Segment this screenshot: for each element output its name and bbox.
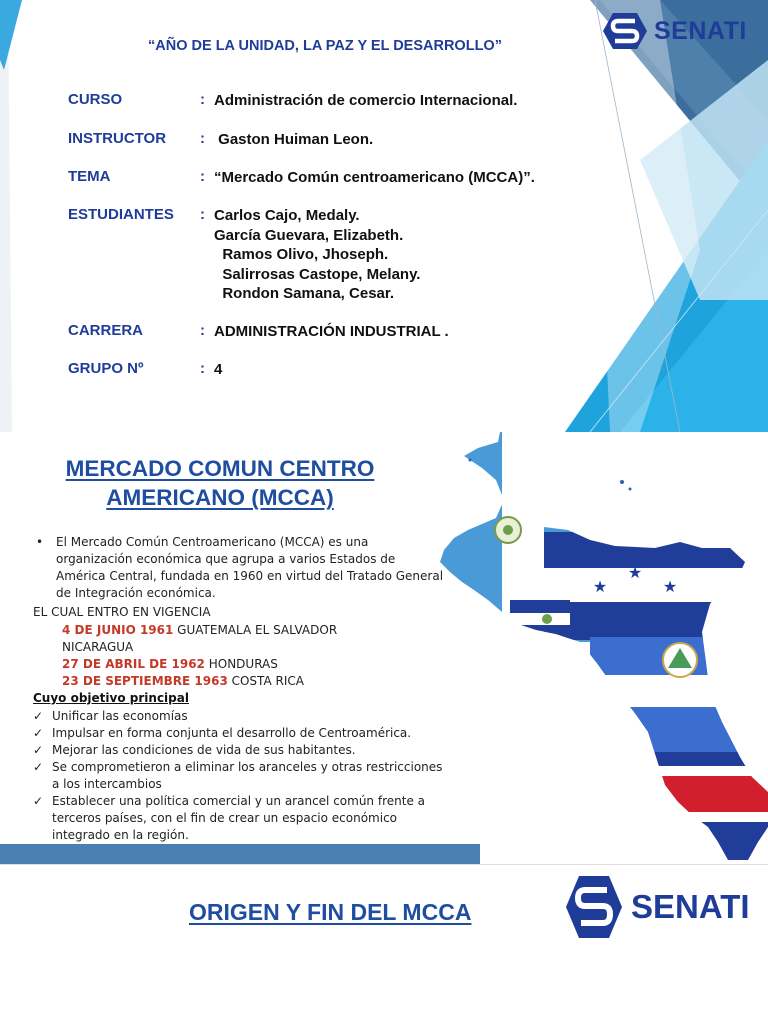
senati-logo-text: SENATI [654,16,747,45]
date-item [62,622,392,656]
checkmark-icon: ✓ [33,760,44,774]
origen-slide [0,864,768,1024]
svg-text:★: ★ [627,565,643,582]
field-label: ESTUDIANTES [68,206,174,223]
svg-text:★: ★ [592,579,608,596]
checkmark-icon: ✓ [33,743,44,757]
field-curso [68,91,517,111]
list-item [33,725,453,742]
objective-text: Se comprometieron a eliminar los aranceles y otras restricciones a los intercambios [52,760,443,791]
field-value: ADMINISTRACIÓN INDUSTRIAL . [214,323,449,340]
svg-text:★: ★ [662,579,678,596]
senati-logo [602,12,747,50]
field-colon: : [200,168,205,185]
field-label: TEMA [68,168,111,185]
field-label: CURSO [68,91,123,108]
bullet-icon: • [36,535,44,549]
senati-logo-text: SENATI [631,888,750,925]
field-estudiantes [68,206,420,304]
date-countries: COSTA RICA [227,674,304,688]
field-colon: : [200,360,205,377]
date-label: 23 DE SEPTIEMBRE 1963 [62,674,228,688]
svg-text:★: ★ [662,550,678,567]
objective-heading: Cuyo objetivo principal [33,691,189,705]
objective-text: Impulsar en forma conjunta el desarrollo de Centroamérica. [52,726,412,740]
paragraph-text: El Mercado Común Centroamericano (MCCA) es una organización económica que agrupa a varios Estados de América Central, fundada en 1960 en virtud del Tratado General de Integración económica. [56,535,444,600]
field-label: INSTRUCTOR [68,130,167,147]
date-item [62,673,304,690]
slide-title: MERCADO COMUN CENTRO AMERICANO (MCCA) [65,456,375,510]
mcca-overview-slide [0,432,768,864]
senati-emblem-icon [565,874,623,940]
field-value: Administración de comercio Internacional. [214,92,518,109]
date-countries: HONDURAS [204,657,278,671]
footer-bar [0,844,480,864]
senati-emblem-icon [602,12,648,50]
list-item [33,759,453,793]
objective-list [33,708,453,844]
central-america-flag-map [440,432,768,864]
field-value: 4 [214,361,223,378]
svg-text:★: ★ [592,550,608,567]
field-colon: : [200,91,205,108]
national-motto: “AÑO DE LA UNIDAD, LA PAZ Y EL DESARROLLO” [148,38,502,54]
field-value: Gaston Huiman Leon. [214,131,374,148]
field-value: Carlos Cajo, Medaly. García Guevara, Elizabeth. Ramos Olivo, Jhoseph. Salirrosas Castope, Melany. Rondon Samana, Cesar. [214,207,421,302]
slide-title: ORIGEN Y FIN DEL MCCA [189,899,472,925]
field-label: GRUPO Nº [68,360,144,377]
checkmark-icon: ✓ [33,726,44,740]
vigencia-heading: EL CUAL ENTRO EN VIGENCIA [33,605,211,619]
field-value: “Mercado Común centroamericano (MCCA)”. [214,169,535,186]
list-item [33,742,453,759]
date-label: 27 DE ABRIL DE 1962 [62,657,205,671]
objective-text: Unificar las economías [52,709,188,723]
slide-divider [0,864,768,865]
list-item [33,793,453,844]
field-carrera [68,322,449,342]
date-label: 4 DE JUNIO 1961 [62,623,174,637]
objective-text: Mejorar las condiciones de vida de sus habitantes. [52,743,356,757]
field-label: CARRERA [68,322,143,339]
intro-paragraph [36,534,446,602]
date-item [62,656,278,673]
field-colon: : [200,130,205,147]
checkmark-icon: ✓ [33,794,44,808]
cover-slide [0,0,768,432]
field-colon: : [200,322,205,339]
list-item [33,708,453,725]
date-countries: GUATEMALA EL SALVADOR NICARAGUA [62,623,338,654]
checkmark-icon: ✓ [33,709,44,723]
field-instructor [68,130,373,150]
field-tema [68,168,535,188]
senati-logo [565,874,750,940]
field-colon: : [200,206,205,223]
objective-text: Establecer una política comercial y un arancel común frente a terceros países, con el fin de crear un espacio económico integrado en la región. [52,794,425,842]
field-grupo [68,360,222,380]
